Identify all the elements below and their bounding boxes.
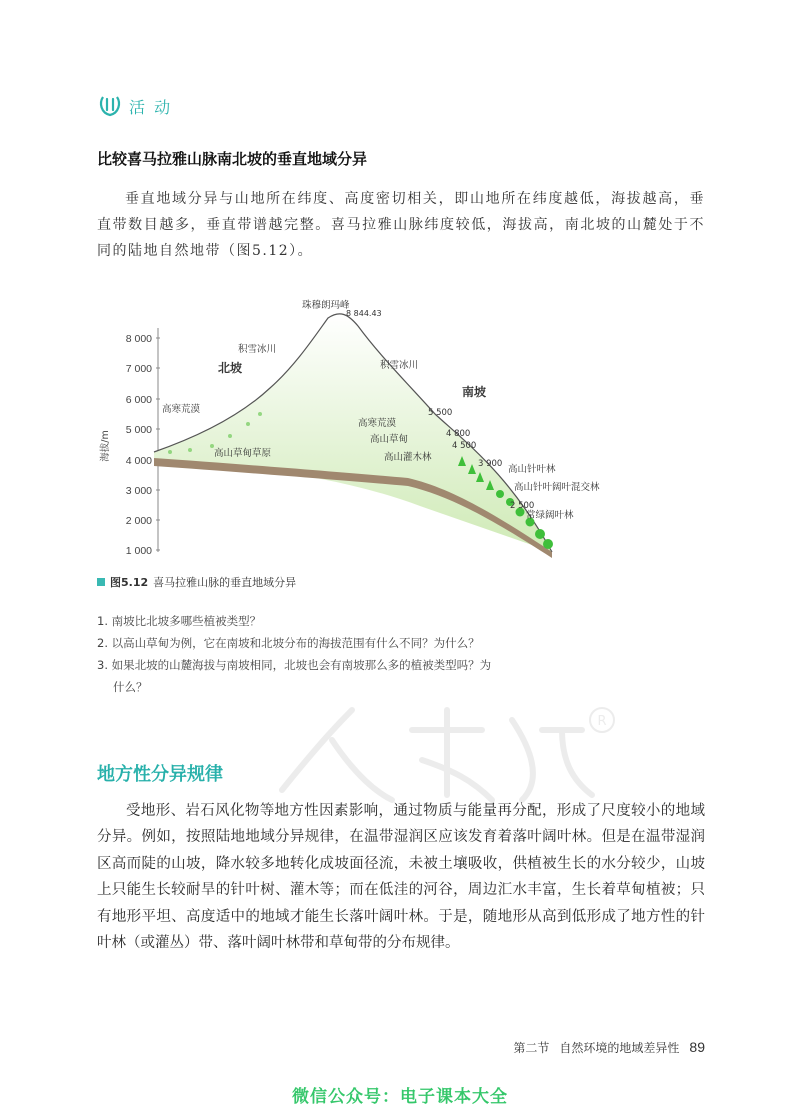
activity-label: 活 动 [129,97,173,117]
y-tick: 2 000 [125,515,152,527]
question-list [97,610,577,698]
south-altitude: 4 500 [452,441,477,451]
footer-chapter-title: 自然环境的地域差异性 [559,1041,680,1055]
south-evergreen-label: 常绿阔叶林 [526,510,574,521]
question-item: 2. 以高山草甸为例，它在南坡和北坡分布的海拔范围有什么不同？为什么？ [97,636,480,650]
north-slope-label: 北坡 [218,361,243,375]
publisher-watermark [262,700,622,810]
registered-icon [590,708,614,732]
body-paragraph: 受地形、岩石风化物等地方性因素影响，通过物质与能量再分配，形成了尺度较小的地域分异。例如，按照陆地地域分异规律，在温带湿润区应该发育着落叶阔叶林。但是在温带湿润区高而陡的山坡，降水较多地转化成坡面径流，未被土壤吸收，供植被生长的水分较少，山坡上只能生长较耐旱的针叶树、灌木等；而在低洼的河谷，周边汇水丰富，生长着草甸植被；只有地形平坦、高度适中的地域才能生长落叶阔叶林。于是，随地形从高到低形成了地方性的针叶林（或灌丛）带、落叶阔叶林带和草甸带的分布规律。 [97,803,705,952]
south-altitude: 4 800 [446,429,471,439]
peak-height: 8 844.43 [346,309,382,318]
credit-line: 微信公众号：电子课本大全 [292,1087,508,1107]
south-meadow-label: 高山草甸 [370,434,409,445]
y-tick: 6 000 [125,394,152,406]
activity-icon [97,93,123,119]
south-mixed-label: 高山针叶阔叶混交林 [514,482,600,493]
south-altitude: 3 900 [478,459,503,469]
y-tick: 4 000 [125,455,152,467]
south-slope-label: 南坡 [462,385,487,399]
south-conifer-label: 高山针叶林 [508,464,556,475]
activity-title: 比较喜马拉雅山脉南北坡的垂直地域分异 [97,150,368,168]
activity-header [97,93,172,119]
y-tick: 3 000 [125,485,152,497]
page-footer [513,1039,705,1056]
y-tick: 7 000 [125,363,152,375]
north-snow-label: 积雪冰川 [238,344,277,355]
y-axis-label: 海拔/m [100,430,111,462]
north-meadow-label: 高山草甸草原 [214,448,272,459]
north-desert-label: 高寒荒漠 [162,404,201,415]
y-ticks [126,333,152,557]
footer-section: 第二节 [513,1041,550,1055]
page-number: 89 [689,1039,705,1055]
caption-marker-icon [97,578,105,586]
south-altitude: 2 500 [510,501,535,511]
intro-paragraph: 垂直地域分异与山地所在纬度、高度密切相关，即山地所在纬度越低，海拔越高，垂直带数目越多，垂直带谱越完整。喜马拉雅山脉纬度较低，海拔高，南北坡的山麓处于不同的陆地自然地带（图5.12）。 [97,191,705,259]
y-tick: 1 000 [125,545,152,557]
south-shrub-label: 高山灌木林 [384,452,432,463]
south-altitude: 5 500 [428,408,453,418]
south-snow-label: 积雪冰川 [380,360,419,371]
question-item: 3. 如果北坡的山麓海拔与南坡相同，北坡也会有南坡那么多的植被类型吗？为 [97,658,492,672]
question-item: 什么？ [113,680,148,694]
south-desert-label: 高寒荒漠 [358,418,397,429]
question-item: 1. 南坡比北坡多哪些植被类型？ [97,614,262,628]
peak-name: 珠穆朗玛峰 [302,300,350,311]
vertical-zonation-diagram [90,296,650,568]
figure-caption [97,574,296,590]
y-tick: 8 000 [125,333,152,345]
figure-caption-text: 喜马拉雅山脉的垂直地域分异 [153,576,297,589]
figure-number: 图5.12 [110,576,149,589]
section-title: 地方性分异规律 [97,764,223,785]
y-tick: 5 000 [125,424,152,436]
svg-text:R: R [597,714,607,729]
